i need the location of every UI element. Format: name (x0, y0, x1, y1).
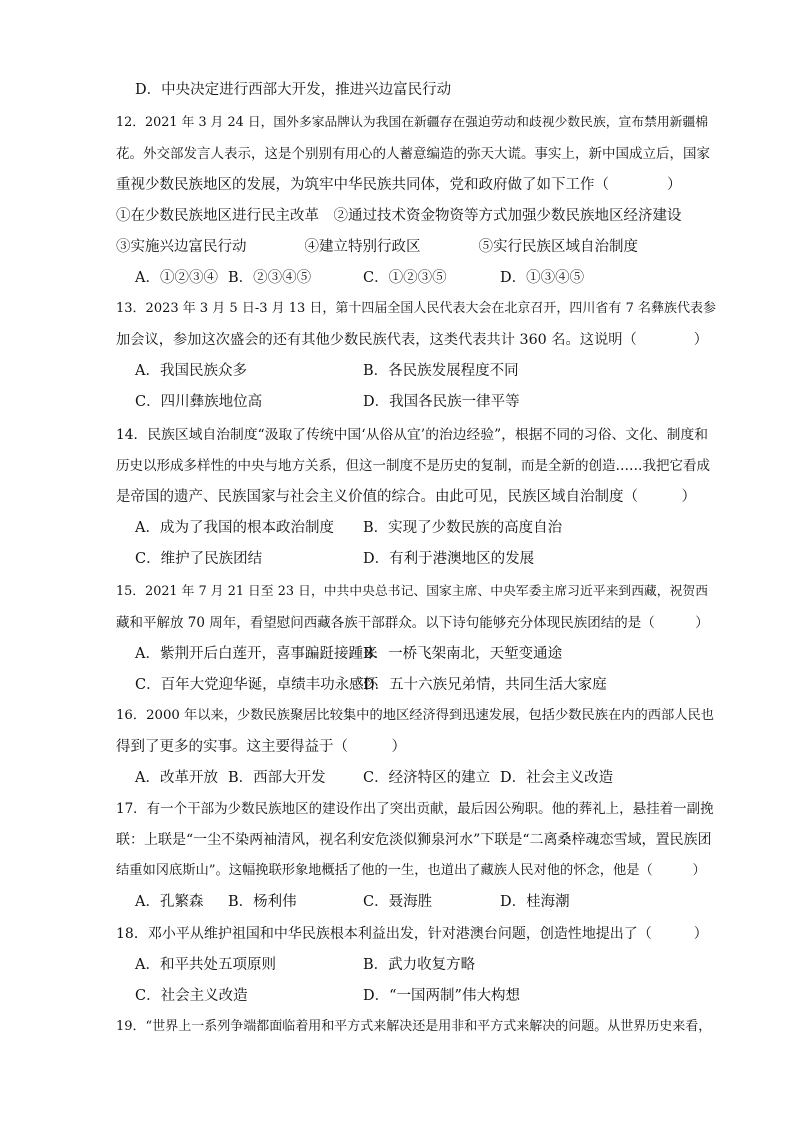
q13-option-b: B．各民族发展程度不同 (363, 363, 519, 379)
q12-stem-line-2: 花。外交部发言人表示，这是个别别有用心的人蓄意编造的弥天大谎。事实上，新中国成立后，国家 (116, 146, 710, 162)
q12-option-c: C．①②③⑤ (363, 270, 447, 286)
q14-stem-line-3: 是帝国的遗产、民族国家与社会主义价值的综合。由此可见，民族区域自治制度（ ） (116, 489, 696, 505)
q16-option-a: A．改革开放 (135, 770, 218, 786)
q13-option-c: C．四川彝族地位高 (135, 394, 263, 410)
q12-items-line-1: ①在少数民族地区进行民主改革 ②通过技术资金物资等方式加强少数民族地区经济建设 (116, 208, 682, 224)
q16-stem-line-2: 得到了更多的实事。这主要得益于（ ） (116, 739, 406, 755)
q12-option-b: B．②③④⑤ (228, 270, 312, 286)
q14-stem-line-2: 历史以形成多样性的中央与地方关系，但这一制度不是历史的复制，而是全新的创造……我把它看成 (116, 458, 710, 474)
q16-stem-line-1: 16．2000 年以来，少数民族聚居比较集中的地区经济得到迅速发展，包括少数民族在内的西部人民也 (116, 708, 715, 723)
q15-option-a: A．紫荆开后白莲开，喜事蹁跹接踵来 (135, 646, 378, 662)
q18-option-a: A．和平共处五项原则 (135, 957, 276, 973)
q16-option-d: D．社会主义改造 (500, 770, 614, 786)
q17-option-d: D．桂海潮 (500, 894, 570, 910)
q13-stem-line-2: 加会议，参加这次盛会的还有其他少数民族代表，这类代表共计 360 名。这说明（ ） (116, 332, 709, 348)
q15-stem-line-2: 藏和平解放 70 周年，看望慰问西藏各族干部群众。以下诗句能够充分体现民族团结的是（ ） (116, 615, 709, 631)
q12-option-a: A．①②③④ (135, 270, 218, 286)
q14-option-b: B．实现了少数民族的高度自治 (363, 520, 563, 536)
q19-stem-line-1: 19．“世界上一系列争端都面临着用和平方式来解决还是用非和平方式来解决的问题。从世界历史来看， (116, 1019, 712, 1034)
q14-option-c: C．维护了民族团结 (135, 551, 263, 567)
q16-option-b: B．西部大开发 (228, 770, 326, 786)
q14-stem-line-1: 14．民族区域自治制度“汲取了传统中国‘从俗从宜’的治边经验”，根据不同的习俗、文化、制度和 (116, 427, 708, 443)
q18-stem-line-1: 18．邓小平从维护祖国和中华民族根本利益出发，针对港澳台问题，创造性地提出了（ ） (116, 926, 708, 942)
q15-option-d: D．五十六族兄弟情，共同生活大家庭 (363, 677, 607, 693)
q15-option-b: B．一桥飞架南北，天堑变通途 (363, 646, 563, 662)
q13-option-a: A．我国民族众多 (135, 363, 247, 379)
q17-stem-line-1: 17．有一个干部为少数民族地区的建设作出了突出贡献，最后因公殉职。他的葬礼上，悬挂着一副挽 (116, 801, 714, 817)
q18-option-d: D．“一国两制”伟大构想 (363, 988, 520, 1004)
q12-stem-line-3: 重视少数民族地区的发展，为筑牢中华民族共同体，党和政府做了如下工作（ ） (116, 177, 682, 193)
q14-option-d: D．有利于港澳地区的发展 (363, 551, 535, 567)
q17-option-a: A．孔繁森 (135, 894, 204, 910)
q17-option-b: B．杨利伟 (228, 894, 297, 910)
q11-option-d: D．中央决定进行西部大开发，推进兴边富民行动 (135, 82, 452, 98)
q12-stem-line-1: 12．2021 年 3 月 24 日，国外多家品牌认为我国在新疆存在强迫劳动和歧视少数民族，宣布禁用新疆棉 (116, 115, 708, 130)
q13-stem-line-1: 13．2023 年 3 月 5 日-3 月 13 日，第十四届全国人民代表大会在北京召开，四川省有 7 名彝族代表参 (116, 301, 716, 316)
q15-option-c: C．百年大党迎华诞，卓绩丰功永感怀 (135, 677, 379, 693)
q17-stem-line-2: 联：上联是“一尘不染两袖清风，视名利安危淡似狮泉河水”下联是“二离桑梓魂恋雪域，置民族团 (116, 832, 712, 848)
q17-option-c: C．聂海胜 (363, 894, 433, 910)
q13-option-d: D．我国各民族一律平等 (363, 394, 520, 410)
q18-option-b: B．武力收复方略 (363, 957, 476, 973)
q12-items-line-2: ③实施兴边富民行动 ④建立特别行政区 ⑤实行民族区域自治制度 (116, 239, 638, 255)
q17-stem-line-3: 结重如冈底斯山”。这幅挽联形象地概括了他的一生，也道出了藏族人民对他的怀念，他是（ ） (116, 863, 706, 878)
q16-option-c: C．经济特区的建立 (363, 770, 491, 786)
q15-stem-line-1: 15．2021 年 7 月 21 日至 23 日，中共中央总书记、国家主席、中央军委主席习近平来到西藏，祝贺西 (116, 584, 708, 599)
q18-option-c: C．社会主义改造 (135, 988, 248, 1004)
q14-option-a: A．成为了我国的根本政治制度 (135, 520, 334, 536)
q12-option-d: D．①③④⑤ (500, 270, 585, 286)
